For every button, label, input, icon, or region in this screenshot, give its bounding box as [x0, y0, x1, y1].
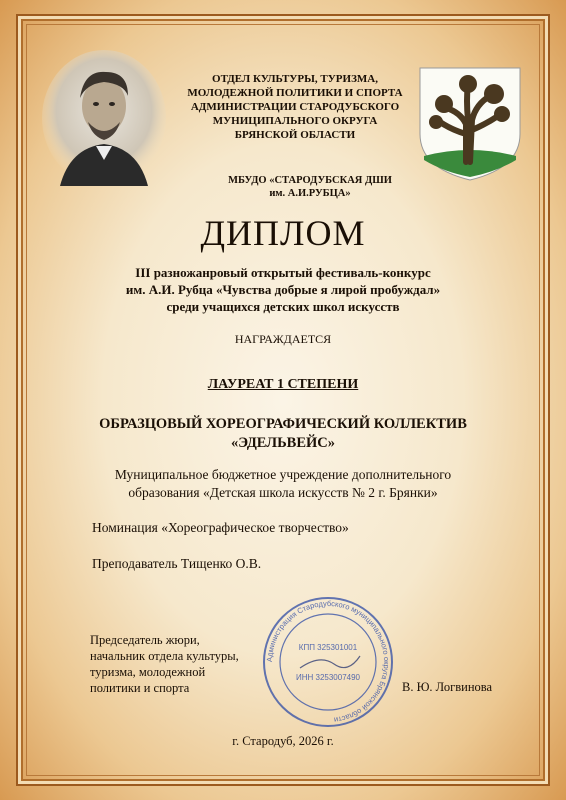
header-line: БРЯНСКОЙ ОБЛАСТИ: [234, 129, 356, 141]
chair-line: туризма, молодежной: [90, 665, 206, 679]
place-date: г. Стародуб, 2026 г.: [232, 734, 334, 748]
recipient-line: «ЭДЕЛЬВЕЙС»: [230, 435, 336, 451]
institution-line: Муниципальное бюджетное учреждение дополнительного: [114, 467, 452, 482]
header-line: ОТДЕЛ КУЛЬТУРЫ, ТУРИЗМА,: [212, 73, 378, 85]
header-line: АДМИНИСТРАЦИИ СТАРОДУБСКОГО: [190, 101, 400, 113]
festival-line: им. А.И. Рубца «Чувства добрые я лирой пробуждал»: [125, 282, 441, 297]
recipient-line: ОБРАЗЦОВЫЙ ХОРЕОГРАФИЧЕСКИЙ КОЛЛЕКТИВ: [99, 416, 467, 432]
stamp-inn: ИНН 3253007490: [295, 673, 361, 682]
festival-line: среди учащихся детских школ искусств: [166, 299, 400, 314]
signer-name: В. Ю. Логвинова: [402, 680, 493, 694]
awarded-label: НАГРАЖДАЕТСЯ: [234, 332, 332, 346]
festival-line: III разножанровый открытый фестиваль-конкурс: [135, 265, 431, 280]
laureate-degree: ЛАУРЕАТ 1 СТЕПЕНИ: [207, 377, 359, 392]
official-stamp: [260, 594, 396, 730]
festival-name: [60, 264, 506, 315]
chair-line: политики и спорта: [90, 681, 190, 695]
svg-text:Администрация Стародубского му: [265, 599, 391, 725]
issuer-header: [180, 72, 410, 142]
teacher: Преподаватель Тищенко О.В.: [92, 556, 262, 571]
coat-of-arms-image: [416, 64, 524, 182]
portrait-image: [40, 48, 168, 188]
stamp-kpp: КПП 325301001: [298, 643, 358, 652]
header-line: МУНИЦИПАЛЬНОГО ОКРУГА: [212, 115, 378, 127]
document-title: ДИПЛОМ: [200, 213, 366, 253]
institution-name: [60, 466, 506, 502]
recipient-name: [40, 415, 526, 453]
institution-line: образования «Детская школа искусств № 2 г. Брянки»: [128, 485, 438, 500]
chair-line: начальник отдела культуры,: [90, 649, 239, 663]
school-line: МБУДО «СТАРОДУБСКАЯ ДШИ: [228, 175, 392, 186]
stamp-ring-text: Администрация Стародубского муниципального округа Брянской области: [264, 598, 392, 725]
header-line: МОЛОДЕЖНОЙ ПОЛИТИКИ И СПОРТА: [187, 87, 403, 99]
school-line: им. А.И.РУБЦА»: [269, 188, 351, 199]
chair-line: Председатель жюри,: [90, 633, 200, 647]
nomination: Номинация «Хореографическое творчество»: [92, 520, 349, 535]
jury-chair-title: [90, 632, 239, 696]
school-name: [210, 174, 410, 200]
